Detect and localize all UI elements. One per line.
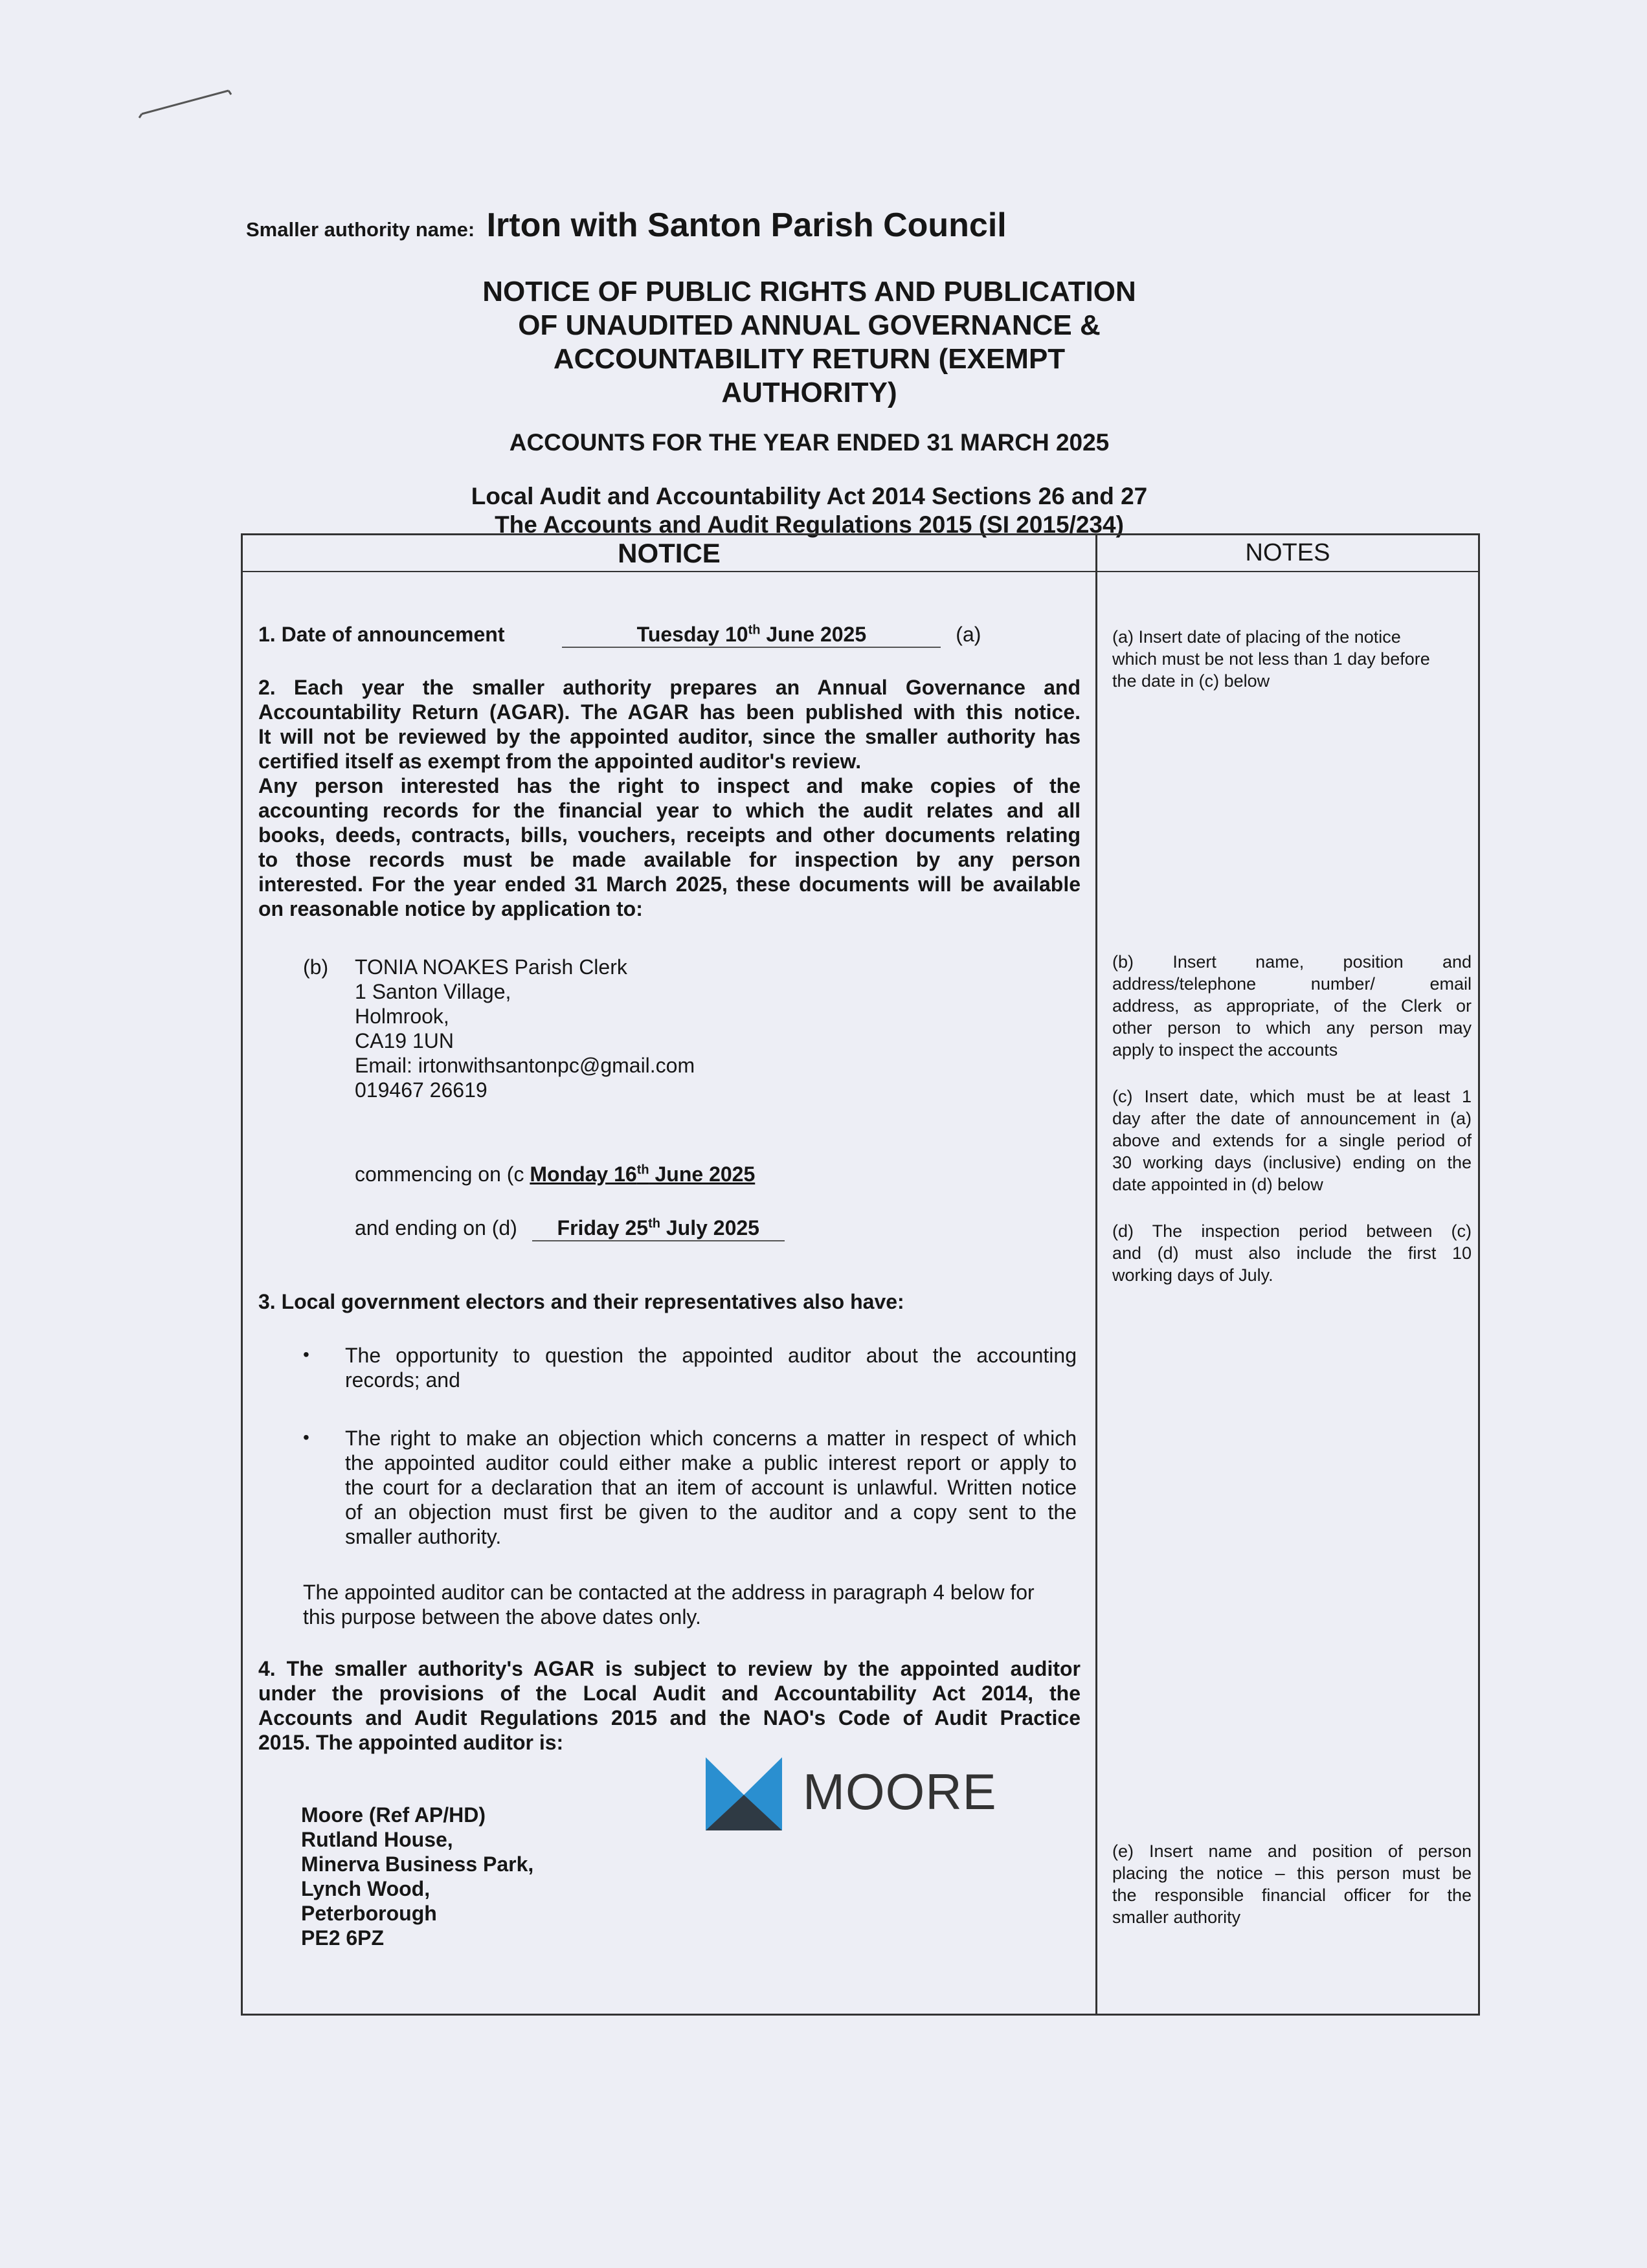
note-d: (d) The inspection period between (c) and (d) must also include the first 10 working days of July. (1112, 1221, 1472, 1285)
header-rule (243, 571, 1478, 572)
act-line-2: The Accounts and Audit Regulations 2015 (SI 2015/234) (495, 511, 1124, 538)
moore-logo-mark-icon (706, 1757, 782, 1830)
announcement-date: Tuesday 10th June 2025 (562, 622, 941, 648)
year-title: ACCOUNTS FOR THE YEAR ENDED 31 MARCH 2025 (509, 429, 1110, 456)
auditor-address-block: Moore (Ref AP/HD) Rutland House, Minerva Business Park, Lynch Wood, Peterborough PE2 6PZ (301, 1803, 534, 1950)
authority-label: Smaller authority name: (246, 218, 475, 241)
commencing-date: Monday 16th June 2025 (530, 1162, 756, 1186)
title-line-4: AUTHORITY) (721, 377, 897, 408)
note-b: (b) Insert name, position and address/telephone number/ email address, as appropriate, of the Clerk or other person to which any person may apply to inspect the accounts (1112, 952, 1472, 1060)
inspection-ending: and ending on (d) Friday 25th July 2025 (355, 1216, 785, 1241)
inspection-commencing: commencing on (c Monday 16th June 2025 (355, 1162, 756, 1186)
ending-date: Friday 25th July 2025 (532, 1216, 785, 1241)
document-title-block (388, 275, 1230, 539)
authority-name: Irton with Santon Parish Council (486, 206, 1007, 244)
column-divider (1095, 535, 1097, 2014)
section-2-text: 2. Each year the smaller authority prepares an Annual Governance and Accountability Return (AGAR). The AGAR has been published with this notice. It will not be reviewed by the appointed auditor, since the smaller authority has certified itself as exempt from the appointed auditor's review. Any person interested has the right to inspect and make copies of the accounting records for the financial year to which the audit relates and all books, deeds, contracts, bills, vouchers, receipts and other documents relating to those records must be made available for inspection by any person interested. For the year ended 31 March 2025, these documents will be available on reasonable notice by application to: (258, 676, 1081, 920)
note-e: (e) Insert name and position of person placing the notice – this person must be the responsible financial officer for the smaller authority (1112, 1841, 1472, 1927)
title-line-2: OF UNAUDITED ANNUAL GOVERNANCE & (518, 309, 1101, 341)
note-c: (c) Insert date, which must be at least 1 day after the date of announcement in (a) above and extends for a single period of 30 working days (inclusive) ending on the date appointed in (d) below (1112, 1087, 1472, 1194)
staple-mark (133, 84, 236, 123)
marker-b: (b) (303, 955, 329, 979)
clerk-contact-block: TONIA NOAKES Parish Clerk 1 Santon Village, Holmrook, CA19 1UN Email: irtonwithsantonpc@gmail.com 019467 26619 (355, 955, 695, 1102)
notes-column-header: NOTES (1245, 539, 1330, 566)
bullet-dot: • (303, 1344, 309, 1364)
section-1-label: 1. Date of announcement (258, 623, 505, 646)
section-4-text: 4. The smaller authority's AGAR is subject to review by the appointed auditor under the provisions of the Local Audit and Accountability Act 2014, the Accounts and Audit Regulations 2015 and the NAO's Code of Audit Practice 2015. The appointed auditor is: (258, 1657, 1081, 1754)
moore-logo-text: MOORE (803, 1763, 997, 1820)
marker-a: (a) (956, 623, 981, 646)
act-line-1: Local Audit and Accountability Act 2014 Sections 26 and 27 (471, 483, 1148, 509)
note-a: (a) Insert date of placing of the notice which must be not less than 1 day before the date in (c) below (1112, 627, 1430, 691)
moore-logo (706, 1757, 997, 1832)
section-3-heading: 3. Local government electors and their representatives also have: (258, 1290, 904, 1313)
section-3-bullet-objection: The right to make an objection which concerns a matter in respect of which the appointed auditor could either make a public interest report or apply to the court for a declaration that an item of account is unlawful. Written notice of an objection must first be given to the auditor and a copy sent to the smaller authority. (345, 1427, 1077, 1548)
section-3-auditor-contact: The appointed auditor can be contacted at the address in paragraph 4 below for this purpose between the above dates only. (303, 1581, 1035, 1629)
title-line-1: NOTICE OF PUBLIC RIGHTS AND PUBLICATION (482, 276, 1136, 307)
title-line-3: ACCOUNTABILITY RETURN (EXEMPT (553, 343, 1066, 375)
authority-line (246, 206, 1007, 245)
notice-column-header: NOTICE (618, 538, 721, 568)
section-1-date-of-announcement (258, 622, 1087, 648)
section-3-bullet-question: The opportunity to question the appointed auditor about the accounting records; and (345, 1344, 1077, 1392)
bullet-dot: • (303, 1427, 309, 1447)
